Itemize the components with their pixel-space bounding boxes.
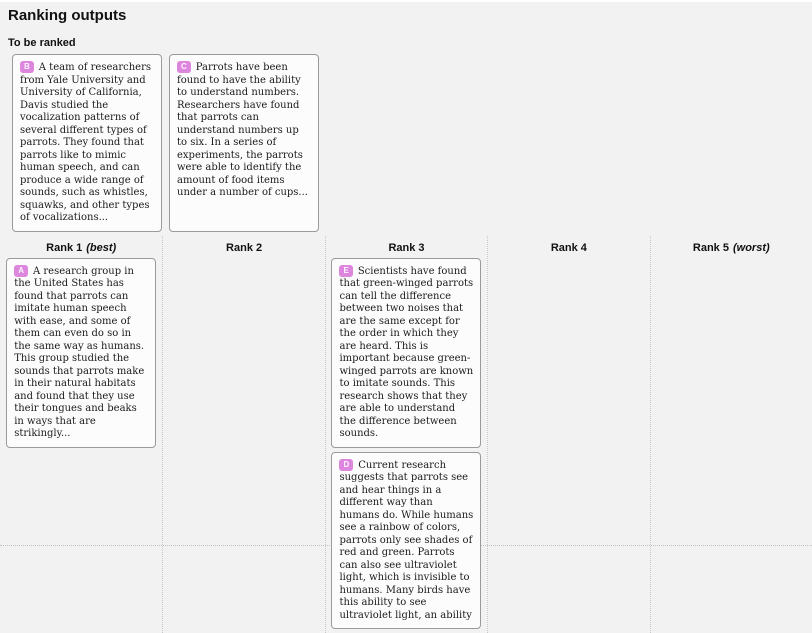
output-card-a[interactable]: [6, 258, 156, 448]
rank-5-header: [656, 236, 807, 258]
output-text: A research group in the United States has found that parrots can imitate human speech with ease, and some of them can even do so in the same way as humans. This group studied the sounds that parrots make in their natural habitats and found that they use their tongues and beaks in ways that are strikingly...: [14, 266, 144, 440]
rank-label: Rank 4: [551, 242, 587, 254]
rank-label: Rank 3: [388, 242, 424, 254]
output-card-d[interactable]: [331, 452, 481, 630]
to-be-ranked-label: To be ranked: [8, 37, 812, 50]
to-be-ranked-area[interactable]: [0, 54, 812, 232]
rank-2-header: [168, 236, 319, 258]
rank-1-header: [5, 236, 157, 258]
rank-3-header: [331, 236, 482, 258]
output-badge: E: [339, 265, 352, 277]
rank-4-column[interactable]: [487, 236, 649, 633]
rank-2-column[interactable]: [162, 236, 324, 633]
page-title: Ranking outputs: [8, 7, 812, 25]
output-badge: D: [339, 459, 353, 471]
ranking-board: [0, 236, 812, 546]
output-badge: A: [14, 265, 28, 277]
rank-3-column[interactable]: [325, 236, 487, 633]
rank-label: Rank 5: [693, 242, 729, 254]
rank-label: Rank 1: [46, 242, 82, 254]
rank-qualifier: (best): [86, 242, 116, 254]
output-card-b[interactable]: [12, 54, 162, 232]
rank-label: Rank 2: [226, 242, 262, 254]
rank-qualifier: (worst): [733, 242, 770, 254]
output-text: Parrots have been found to have the ability to understand numbers. Researchers have found that parrots can understand numbers up to six. In a series of experiments, the parrots were able to identify the amount of food items under a number of cups...: [177, 62, 308, 198]
output-badge: C: [177, 61, 191, 73]
output-text: Current research suggests that parrots see and hear things in a different way than humans do. While humans see a rainbow of colors, parrots only see shades of red and green. Parrots can also see ultraviolet light, which is invisible to humans. Many birds have this ability to see ultraviolet light, an ability: [339, 460, 473, 621]
rank-4-header: [493, 236, 644, 258]
output-text: A team of researchers from Yale University and University of California, Davis studied the vocalization patterns of several different types of parrots. They found that parrots like to mimic human speech, and can produce a wide range of sounds, such as whistles, squawks, and other types of vocalizations...: [20, 62, 151, 223]
rank-5-column[interactable]: [650, 236, 812, 633]
rank-1-column[interactable]: [0, 236, 162, 633]
output-badge: B: [20, 61, 34, 73]
output-text: Scientists have found that green-winged parrots can tell the difference between two noises that are the same except for the order in which they are heard. This is important because green-winged parrots are known to imitate sounds. This research shows that they are able to understand the difference between sounds.: [339, 266, 473, 440]
output-card-e[interactable]: [331, 258, 481, 448]
output-card-c[interactable]: [169, 54, 319, 232]
